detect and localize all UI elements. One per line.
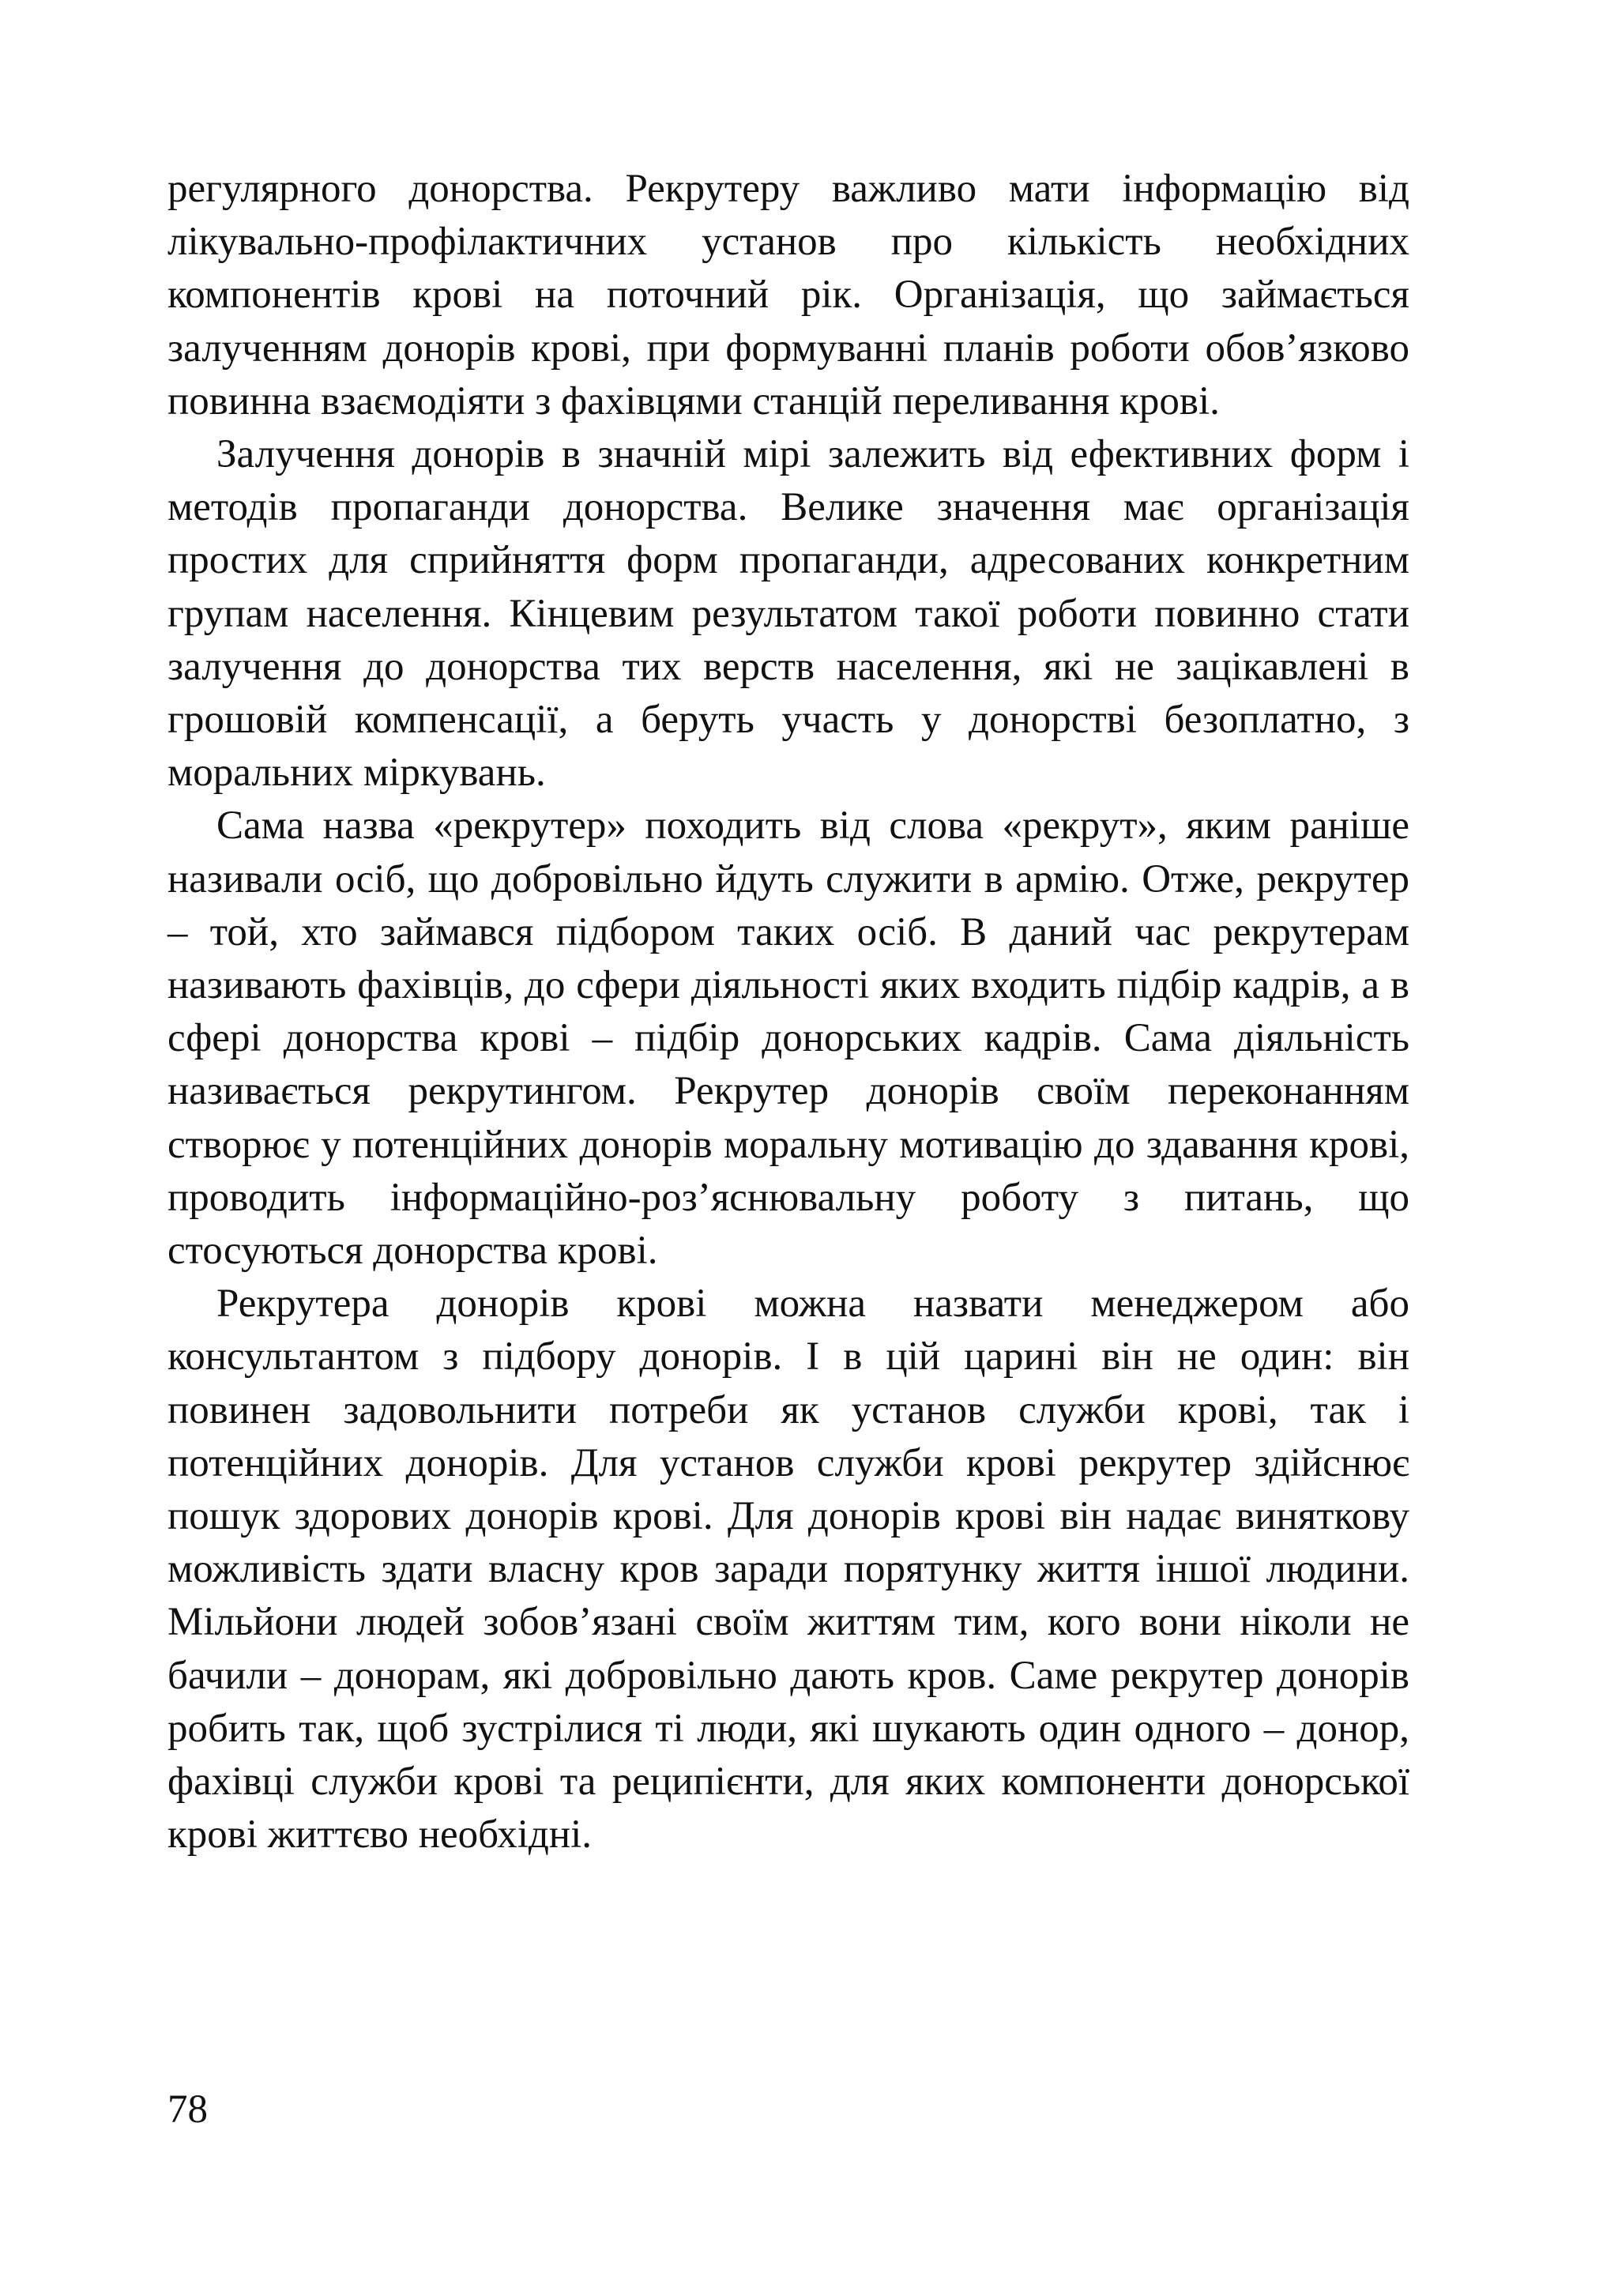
body-text	[167, 163, 1409, 1862]
paragraph: Сама назва «рекрутер» походить від слова «рекрут», яким раніше називали осіб, що добровільно йдуть служити в армію. Отже, рекрутер – той, хто займався підбором таких осіб. В даний час рекрутерам називають фахівців, до сфери діяльності яких входить підбір кадрів, а в сфері донорства крові – підбір донорських кадрів. Сама діяльність називається рекрутингом. Рекрутер донорів своїм переконанням створює у потенційних донорів моральну мотивацію до здавання крові, проводить інформаційно-роз’яснювальну роботу з питань, що стосуються донорства крові.	[167, 804, 1409, 1274]
paragraph-continued: регулярного донорства. Рекрутеру важливо мати інформацію від лікувально-профілактичних установ про кількість необхідних компонентів крові на поточний рік. Організація, що займається залученням донорів крові, при формуванні планів роботи обов’язково повинна взаємодіяти з фахівцями станцій переливання крові.	[167, 167, 1409, 423]
paragraph: Залучення донорів в значній мірі залежить від ефективних форм і методів пропаганди донорства. Велике значення має організація простих для сприйняття форм пропаганди, адресованих конкретним групам населення. Кінцевим результатом такої роботи повинно стати залучення до донорства тих верств населення, які не зацікавлені в грошовій компенсації, а беруть участь у донорстві безоплатно, з моральних міркувань.	[167, 432, 1409, 796]
page-number: 78	[167, 2087, 208, 2132]
paragraph: Рекрутера донорів крові можна назвати менеджером або консультантом з підбору донорів. І в цій царині він не один: він повинен задовольнити потреби як установ служби крові, так і потенційних донорів. Для установ служби крові рекрутер здійснює пошук здорових донорів крові. Для донорів крові він надає виняткову можливість здати власну кров заради порятунку життя іншої людини. Мільйони людей зобов’язані своїм життям тим, кого вони ніколи не бачили – донорам, які добровільно дають кров. Саме рекрутер донорів робить так, щоб зустрілися ті люди, які шукають один одного – донор, фахівці служби крові та реципієнти, для яких компоненти донорської крові життєво необхідні.	[167, 1282, 1409, 1858]
